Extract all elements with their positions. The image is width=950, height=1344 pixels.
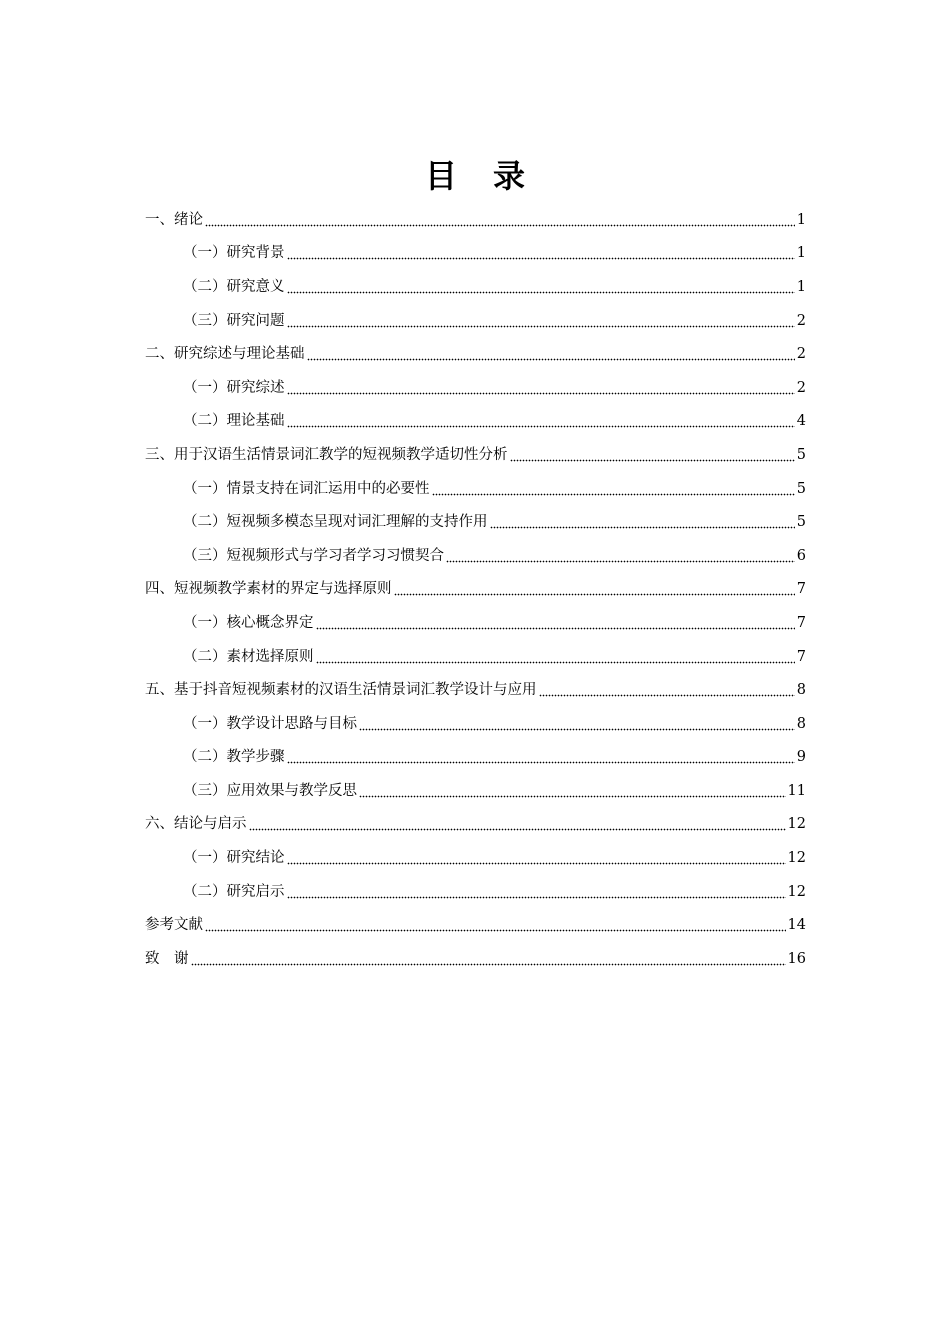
toc-entry-label: （一）教学设计思路与目标 <box>183 715 357 732</box>
toc-entry[interactable] <box>145 371 806 405</box>
toc-entry[interactable] <box>145 741 806 775</box>
toc-dot-leader <box>287 246 795 260</box>
toc-entry[interactable] <box>145 908 806 942</box>
toc-entry-page-number: 5 <box>796 446 806 463</box>
toc-entry-label: （二）理论基础 <box>183 413 285 430</box>
toc-dot-leader <box>316 650 795 664</box>
toc-title <box>0 150 950 202</box>
toc-dot-leader <box>359 717 795 731</box>
toc-entry-page-number: 9 <box>796 749 806 766</box>
toc-entry[interactable] <box>145 942 806 976</box>
toc-dot-leader <box>432 482 795 496</box>
toc-entry-label: （二）教学步骤 <box>183 749 285 766</box>
toc-entry-label: （二）短视频多模态呈现对词汇理解的支持作用 <box>183 514 488 531</box>
toc-entry-label: 二、研究综述与理论基础 <box>145 346 305 363</box>
toc-entry-label: （一）研究综述 <box>183 379 285 396</box>
toc-entry-page-number: 7 <box>796 648 806 665</box>
toc-entry-label: （三）研究问题 <box>183 312 285 329</box>
toc-entry-page-number: 11 <box>787 782 806 799</box>
toc-entry[interactable] <box>145 505 806 539</box>
toc-dot-leader <box>287 414 795 428</box>
toc-entry[interactable] <box>145 673 806 707</box>
toc-entry[interactable] <box>145 438 806 472</box>
toc-entry-label: 一、绪论 <box>145 211 203 228</box>
toc-entry-label: （一）研究结论 <box>183 850 285 867</box>
toc-entry[interactable] <box>145 808 806 842</box>
toc-entry-label: 五、基于抖音短视频素材的汉语生活情景词汇教学设计与应用 <box>145 682 537 699</box>
toc-dot-leader <box>205 918 786 932</box>
toc-title-char-2: 录 <box>493 157 526 195</box>
toc-entry[interactable] <box>145 337 806 371</box>
toc-entry-label: （二）研究启示 <box>183 883 285 900</box>
toc-entry[interactable] <box>145 841 806 875</box>
toc-entry-page-number: 12 <box>787 850 806 867</box>
toc-dot-leader <box>510 448 795 462</box>
toc-dot-leader <box>287 314 795 328</box>
toc-entry[interactable] <box>145 573 806 607</box>
toc-dot-leader <box>359 784 786 798</box>
toc-dot-leader <box>446 549 795 563</box>
toc-entry[interactable] <box>145 270 806 304</box>
toc-entry-page-number: 1 <box>796 245 806 262</box>
toc-entry-label: 四、短视频教学素材的界定与选择原则 <box>145 581 392 598</box>
toc-entry[interactable] <box>145 640 806 674</box>
toc-entry-label: （二）研究意义 <box>183 278 285 295</box>
toc-entry[interactable] <box>145 707 806 741</box>
toc-entry-label: 三、用于汉语生活情景词汇教学的短视频教学适切性分析 <box>145 446 508 463</box>
toc-entry-label: 六、结论与启示 <box>145 816 247 833</box>
toc-entry[interactable] <box>145 875 806 909</box>
toc-entry[interactable] <box>145 774 806 808</box>
toc-entry[interactable] <box>145 539 806 573</box>
toc-entry-page-number: 8 <box>796 715 806 732</box>
toc-entry-page-number: 2 <box>796 379 806 396</box>
toc-dot-leader <box>287 851 786 865</box>
toc-entry[interactable] <box>145 606 806 640</box>
toc-entry[interactable] <box>145 304 806 338</box>
table-of-contents <box>145 203 806 976</box>
toc-entry[interactable] <box>145 237 806 271</box>
toc-dot-leader <box>249 817 786 831</box>
toc-entry-label: （一）核心概念界定 <box>183 614 314 631</box>
toc-entry-label: 致 谢 <box>145 950 189 967</box>
toc-entry-page-number: 7 <box>796 614 806 631</box>
toc-dot-leader <box>205 213 795 227</box>
toc-title-char-1: 目 <box>424 157 457 195</box>
toc-dot-leader <box>307 347 795 361</box>
toc-entry-page-number: 16 <box>787 950 806 967</box>
toc-entry-label: 参考文献 <box>145 917 203 934</box>
toc-dot-leader <box>287 885 786 899</box>
toc-entry-page-number: 2 <box>796 312 806 329</box>
toc-dot-leader <box>316 616 795 630</box>
toc-entry-label: （一）研究背景 <box>183 245 285 262</box>
toc-entry-page-number: 14 <box>787 917 806 934</box>
toc-entry-page-number: 12 <box>787 883 806 900</box>
toc-dot-leader <box>287 381 795 395</box>
toc-dot-leader <box>191 952 786 966</box>
toc-entry-page-number: 6 <box>796 547 806 564</box>
toc-dot-leader <box>287 280 795 294</box>
toc-dot-leader <box>539 683 795 697</box>
toc-entry-page-number: 1 <box>796 211 806 228</box>
toc-entry[interactable] <box>145 405 806 439</box>
toc-entry-page-number: 5 <box>796 480 806 497</box>
toc-entry-page-number: 2 <box>796 346 806 363</box>
toc-entry-page-number: 12 <box>787 816 806 833</box>
toc-entry[interactable] <box>145 203 806 237</box>
toc-dot-leader <box>490 515 795 529</box>
toc-entry-page-number: 1 <box>796 278 806 295</box>
toc-dot-leader <box>394 582 795 596</box>
toc-entry-label: （三）应用效果与教学反思 <box>183 782 357 799</box>
toc-entry-page-number: 8 <box>796 682 806 699</box>
toc-entry-label: （二）素材选择原则 <box>183 648 314 665</box>
toc-entry-page-number: 5 <box>796 514 806 531</box>
toc-dot-leader <box>287 750 795 764</box>
toc-entry-page-number: 7 <box>796 581 806 598</box>
toc-entry-label: （三）短视频形式与学习者学习习惯契合 <box>183 547 444 564</box>
toc-entry-label: （一）情景支持在词汇运用中的必要性 <box>183 480 430 497</box>
toc-entry-page-number: 4 <box>796 413 806 430</box>
toc-entry[interactable] <box>145 472 806 506</box>
